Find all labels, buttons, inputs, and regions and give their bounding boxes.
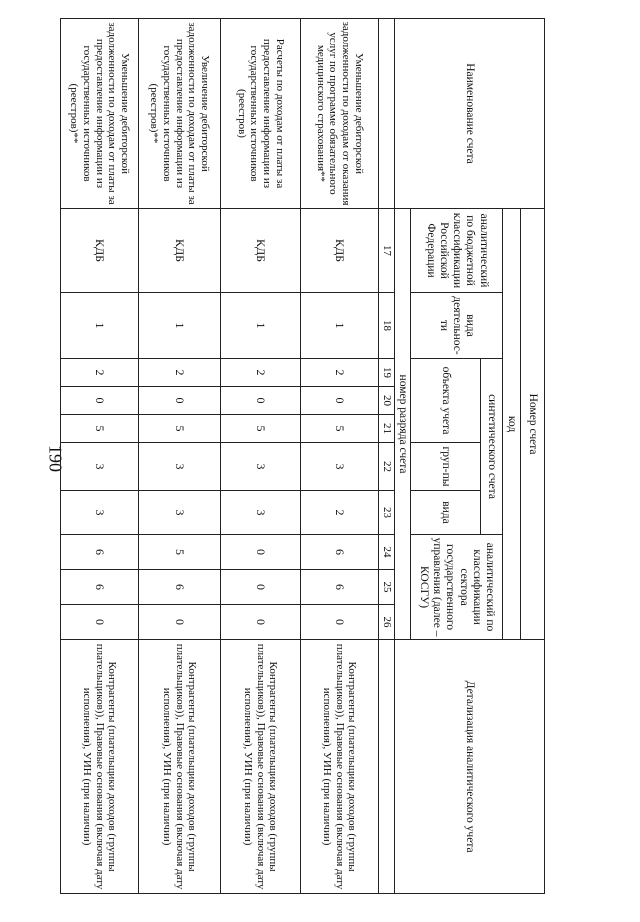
row-cell: КДБ: [220, 209, 300, 293]
row-cell: 5: [300, 415, 378, 443]
row-account-name: Увеличение дебиторской задолженности по доходам от платы за предоставление информации из государственных источников (реестров)**: [138, 19, 220, 209]
row-cell: 3: [220, 491, 300, 535]
column-number: 22: [378, 443, 394, 491]
header-code: код: [503, 209, 521, 640]
column-number: 23: [378, 491, 394, 535]
row-cell: 2: [220, 359, 300, 387]
row-detail: Контрагенты (плательщики доходов (группы плательщиков)), Правовые основания (включая дату исполнения), УИН (при наличии): [138, 640, 220, 894]
column-number: 21: [378, 415, 394, 443]
row-cell: 0: [300, 387, 378, 415]
row-cell: 6: [300, 535, 378, 570]
header-detail: Детализация аналитического учета: [394, 640, 544, 894]
row-cell: 0: [300, 605, 378, 640]
row-cell: 3: [220, 443, 300, 491]
row-detail: Контрагенты (плательщики доходов (группы плательщиков)), Правовые основания (включая дату исполнения), УИН (при наличии): [220, 640, 300, 894]
row-cell: 5: [220, 415, 300, 443]
accounts-table: [60, 18, 545, 894]
row-cell: 0: [138, 605, 220, 640]
row-cell: 6: [138, 570, 220, 605]
table-row: [220, 19, 300, 894]
header-kind: вида: [411, 491, 481, 535]
row-cell: 1: [138, 293, 220, 359]
row-cell: 3: [138, 491, 220, 535]
row-cell: 0: [138, 387, 220, 415]
row-cell: 2: [300, 491, 378, 535]
row-cell: 0: [60, 387, 138, 415]
row-cell: 1: [300, 293, 378, 359]
row-cell: 0: [220, 387, 300, 415]
row-cell: 6: [60, 535, 138, 570]
row-account-name: Расчеты по доходам от платы за предоставление информации из государственных источников (реестров): [220, 19, 300, 209]
row-detail: Контрагенты (плательщики доходов (группы плательщиков)), Правовые основания (включая дату исполнения), УИН (при наличии): [300, 640, 378, 894]
column-number: 20: [378, 387, 394, 415]
row-cell: 3: [60, 443, 138, 491]
column-number: 24: [378, 535, 394, 570]
column-number: 19: [378, 359, 394, 387]
row-cell: 0: [60, 605, 138, 640]
header-object: объекта учета: [411, 359, 481, 443]
row-cell: 2: [60, 359, 138, 387]
header-analytic-budget: аналитический по бюджетной классификации Российской Федерации: [411, 209, 503, 293]
row-cell: 2: [300, 359, 378, 387]
row-cell: 5: [60, 415, 138, 443]
row-cell: 0: [220, 605, 300, 640]
row-cell: 6: [300, 570, 378, 605]
header-group: груп-пы: [411, 443, 481, 491]
row-cell: КДБ: [300, 209, 378, 293]
row-cell: КДБ: [138, 209, 220, 293]
header-kosgu: аналитический по классификации сектора государственного управления (далее – КОСГУ): [411, 535, 503, 640]
page-number: 190: [45, 445, 66, 472]
row-cell: 6: [60, 570, 138, 605]
row-cell: 3: [138, 443, 220, 491]
column-number: 17: [378, 209, 394, 293]
row-cell: 3: [60, 491, 138, 535]
row-account-name: Уменьшение дебиторской задолженности по доходам от платы за предоставление информации из государственных источников (реестров)**: [60, 19, 138, 209]
row-cell: 2: [138, 359, 220, 387]
row-cell: 0: [220, 570, 300, 605]
column-number: 18: [378, 293, 394, 359]
header-account-number: Номер счета: [521, 209, 545, 640]
column-number: 26: [378, 605, 394, 640]
row-account-name: Уменьшение дебиторской задолженности по доходам от оказания услуг по программе обязательного медицинского страхования**: [300, 19, 378, 209]
table-row: [300, 19, 378, 894]
row-cell: 5: [138, 535, 220, 570]
column-number-blank: [378, 640, 394, 894]
row-cell: 1: [220, 293, 300, 359]
header-digit-number: номер разряда счета: [394, 209, 410, 640]
table-row: [60, 19, 138, 894]
table-row: [138, 19, 220, 894]
row-cell: КДБ: [60, 209, 138, 293]
column-number: 25: [378, 570, 394, 605]
rotated-table-container: [70, 18, 545, 893]
header-activity-type: вида деятельнос-ти: [411, 293, 503, 359]
row-cell: 3: [300, 443, 378, 491]
row-cell: 0: [220, 535, 300, 570]
row-detail: Контрагенты (плательщики доходов (группы плательщиков)), Правовые основания (включая дату исполнения), УИН (при наличии): [60, 640, 138, 894]
row-cell: 1: [60, 293, 138, 359]
row-cell: 5: [138, 415, 220, 443]
header-account-name: Наименование счета: [394, 19, 544, 209]
header-synthetic: синтетического счета: [481, 359, 503, 535]
column-number-blank: [378, 19, 394, 209]
